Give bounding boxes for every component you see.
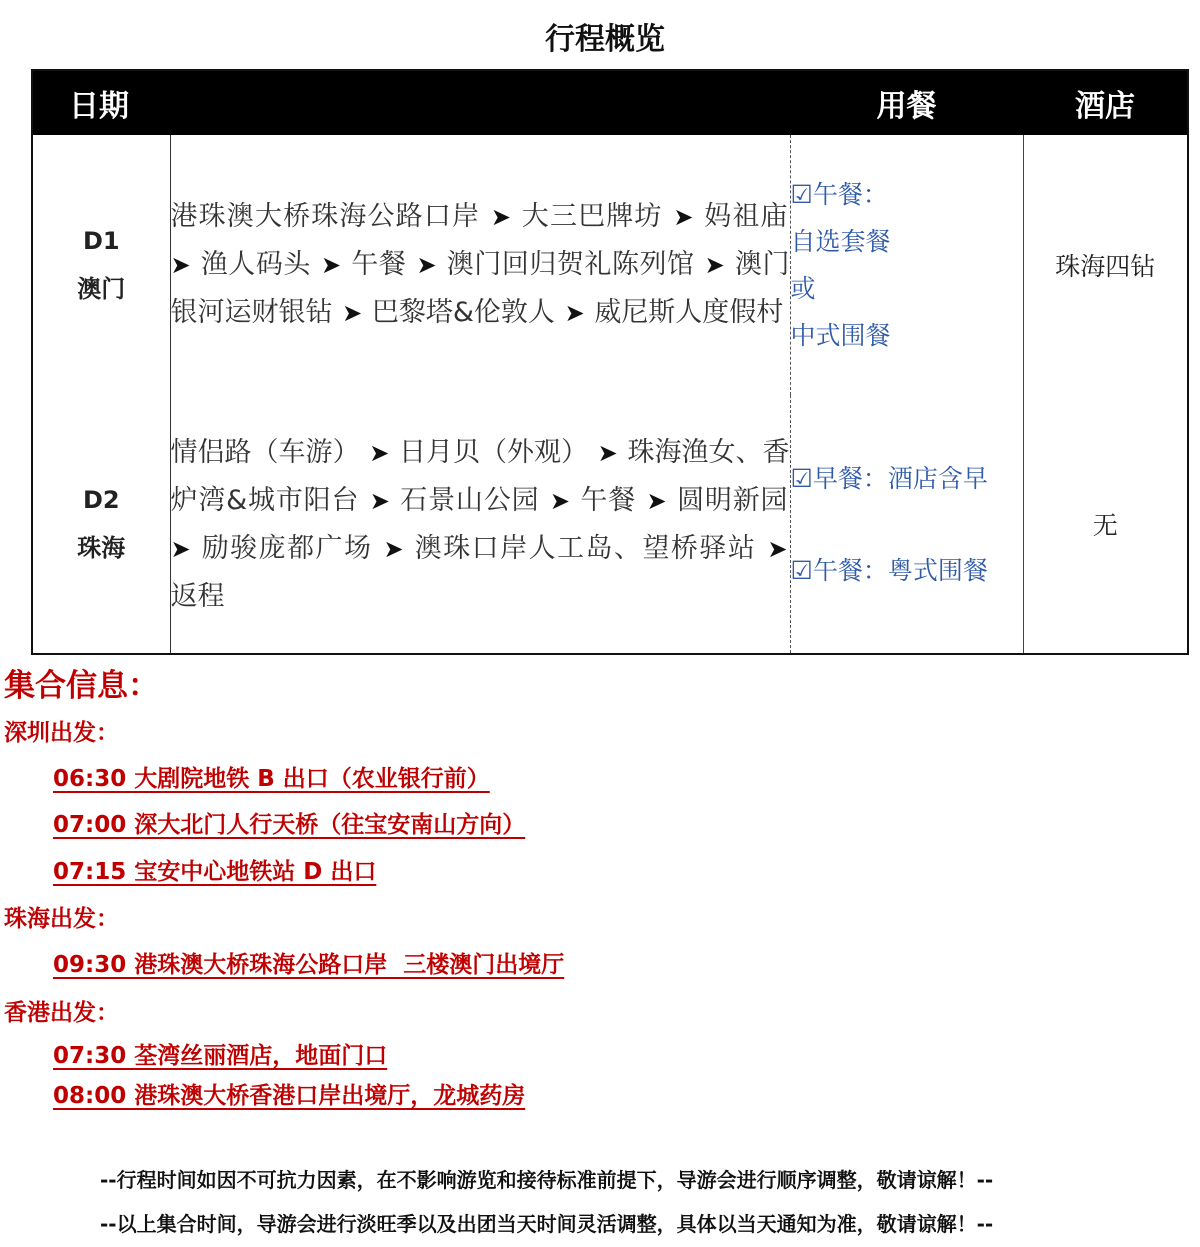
- arrow-icon: ➤: [361, 438, 397, 467]
- route-stop: 情侣路（车游）: [170, 436, 360, 468]
- meeting-point: 09:30 港珠澳大桥珠海公路口岸 三楼澳门出境厅: [53, 952, 565, 978]
- itinerary-table: [31, 69, 1189, 655]
- arrow-icon: ➤: [170, 251, 199, 279]
- meal-line: 中式围餐: [790, 321, 891, 350]
- arrow-icon: ➤: [638, 486, 676, 515]
- route-stop: 返程: [170, 580, 225, 612]
- arrow-icon: ➤: [556, 299, 593, 327]
- header-hotel: 酒店: [1023, 70, 1188, 135]
- header-date: 日期: [32, 70, 790, 135]
- day-place: 澳门: [77, 275, 126, 303]
- route-cell: [170, 135, 790, 395]
- header-meal: 用餐: [790, 70, 1023, 135]
- arrow-icon: ➤: [482, 203, 520, 231]
- route-stop: 巴黎塔&伦敦人: [371, 297, 555, 328]
- meeting-point: 08:00 港珠澳大桥香港口岸出境厅，龙城药房: [53, 1083, 526, 1109]
- arrow-icon: ➤: [361, 486, 399, 515]
- route-stop: 午餐: [580, 484, 637, 516]
- arrow-icon: ➤: [696, 251, 733, 279]
- day-number: D1: [82, 227, 120, 255]
- route-text: [171, 429, 790, 620]
- footer-note: --行程时间如因不可抗力因素，在不影响游览和接待标准前提下，导游会进行顺序调整，敬请谅解！--: [100, 1168, 994, 1192]
- footer-note: --以上集合时间，导游会进行淡旺季以及出团当天时间灵活调整，具体以当天通知为准，敬请谅解！--: [100, 1212, 994, 1236]
- arrow-icon: ➤: [312, 251, 350, 279]
- group-label-shenzhen: 深圳出发：: [4, 720, 119, 746]
- route-stop: 日月贝（外观）: [398, 436, 589, 468]
- route-stop: 澳门银河运财银钻: [170, 249, 790, 328]
- meal-cell: [790, 395, 1023, 654]
- meal-cell: [790, 135, 1023, 395]
- meeting-heading: 集合信息：: [4, 668, 159, 704]
- table-header-row: [32, 70, 1188, 135]
- day-cell: [32, 395, 170, 654]
- arrow-icon: ➤: [758, 534, 788, 563]
- meal-line: ☑午餐：粤式围餐: [790, 555, 988, 585]
- day-cell: [32, 135, 170, 395]
- route-stop: 午餐: [351, 249, 407, 280]
- route-stop: 珠海渔女、香炉湾&城市阳台: [170, 436, 790, 516]
- group-label-zhuhai: 珠海出发：: [4, 906, 119, 932]
- page-title: 行程概览: [545, 22, 665, 57]
- meeting-point: 07:15 宝安中心地铁站 D 出口: [53, 859, 377, 885]
- route-stop: 威尼斯人度假村: [594, 297, 784, 328]
- arrow-icon: ➤: [541, 486, 579, 515]
- route-stop: 圆明新园: [677, 484, 788, 516]
- route-text: [171, 193, 790, 337]
- hotel-cell: 无: [1092, 511, 1118, 540]
- arrow-icon: ➤: [590, 438, 626, 467]
- meal-line: 自选套餐: [790, 227, 891, 256]
- arrow-icon: ➤: [664, 203, 703, 231]
- route-stop: 澳门回归贺礼陈列馆: [446, 249, 695, 280]
- route-stop: 渔人码头: [200, 249, 311, 280]
- route-stop: 大三巴牌坊: [521, 201, 663, 232]
- route-stop: 妈祖庙: [704, 201, 788, 232]
- day-number: D2: [82, 486, 120, 514]
- group-label-hongkong: 香港出发：: [4, 1000, 119, 1026]
- meal-line: 或: [790, 274, 816, 303]
- arrow-icon: ➤: [374, 534, 413, 563]
- arrow-icon: ➤: [408, 251, 445, 279]
- route-cell: [170, 395, 790, 654]
- route-stop: 石景山公园: [400, 484, 540, 516]
- meal-line: ☑早餐：酒店含早: [790, 463, 988, 493]
- hotel-cell: 珠海四钻: [1055, 252, 1156, 281]
- table-row: [32, 135, 1188, 395]
- meeting-point: 06:30 大剧院地铁 B 出口（农业银行前）: [53, 766, 490, 792]
- arrow-icon: ➤: [170, 534, 200, 563]
- route-stop: 港珠澳大桥珠海公路口岸: [170, 201, 481, 232]
- route-stop: 澳珠口岸人工岛、望桥驿站: [414, 532, 757, 564]
- meal-line: ☑午餐：: [790, 180, 888, 209]
- route-stop: 励骏庞都广场: [201, 532, 373, 564]
- arrow-icon: ➤: [334, 299, 370, 327]
- table-row: [32, 395, 1188, 654]
- day-place: 珠海: [77, 534, 126, 562]
- meeting-point: 07:30 荃湾丝丽酒店，地面门口: [53, 1043, 388, 1069]
- meeting-point: 07:00 深大北门人行天桥（往宝安南山方向）: [53, 812, 526, 838]
